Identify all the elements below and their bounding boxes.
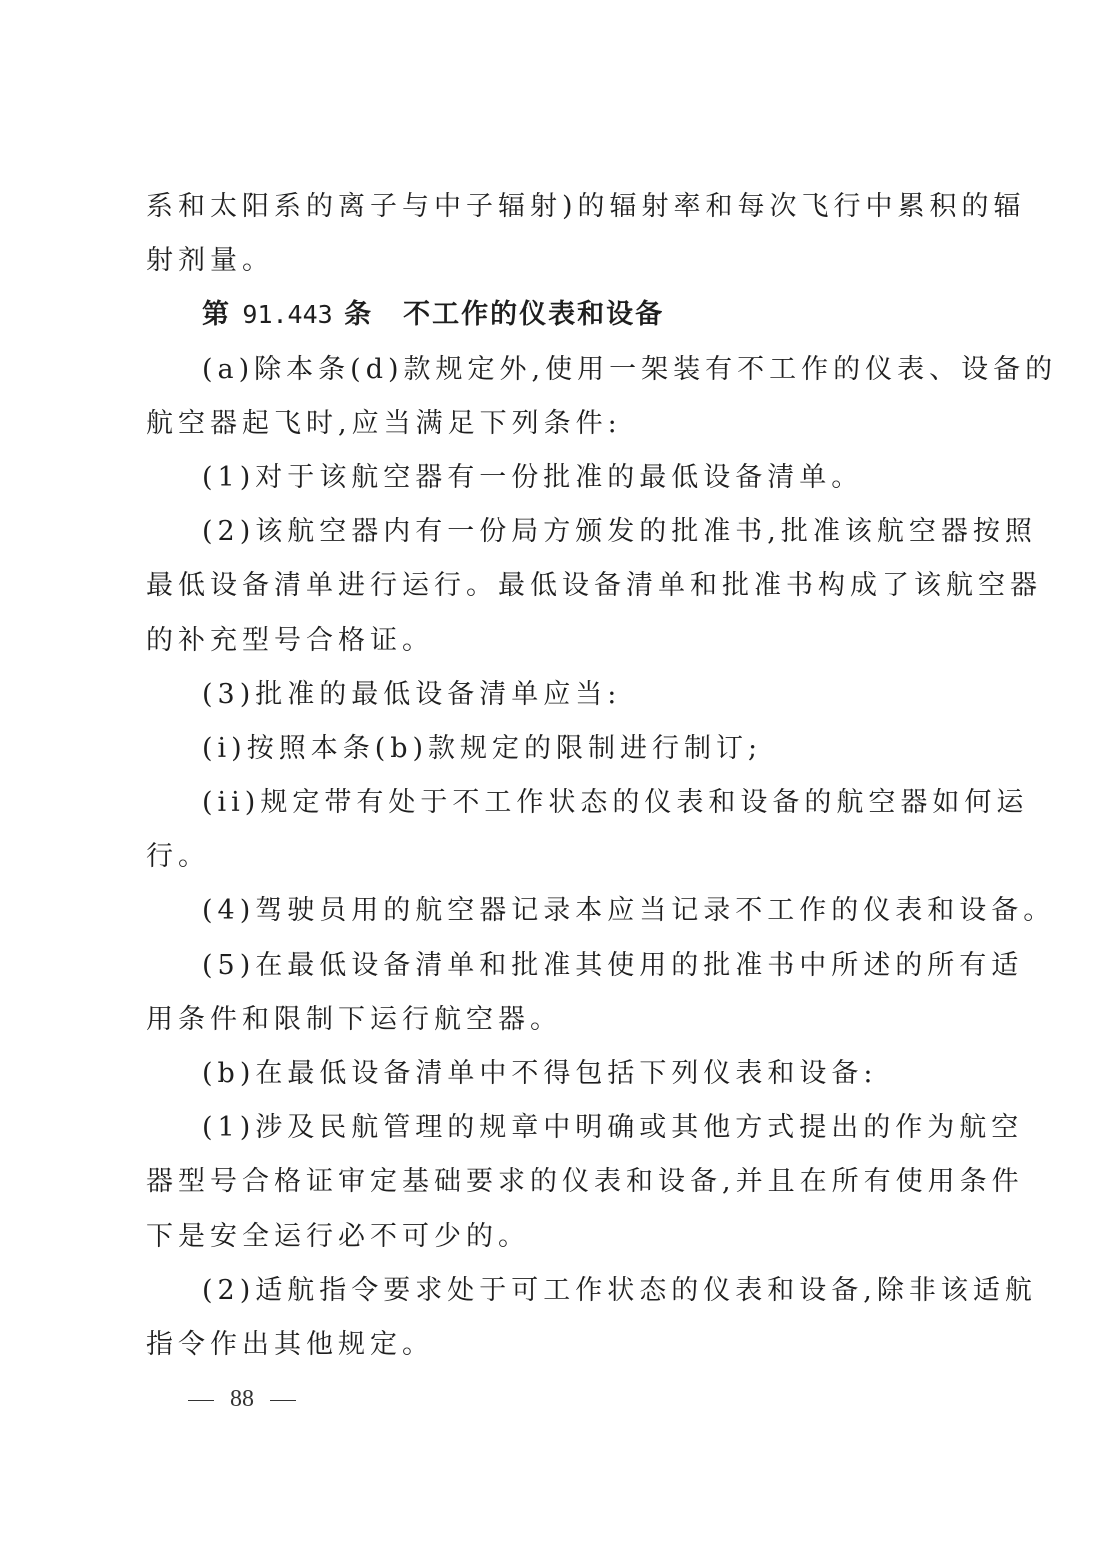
text-line: (1)对于该航空器有一份批准的最低设备清单。: [202, 461, 864, 493]
text-line: (4)驾驶员用的航空器记录本应当记录不工作的仪表和设备。: [202, 895, 1056, 927]
heading-prefix: 第: [202, 299, 231, 331]
text-line: 射剂量。: [146, 245, 274, 277]
text-line: (5)在最低设备清单和批准其使用的批准书中所述的所有适: [202, 949, 1024, 981]
text-line: 的补充型号合格证。: [146, 624, 434, 656]
text-line: (2)适航指令要求处于可工作状态的仪表和设备,除非该适航: [202, 1274, 1037, 1306]
text-line: (ii)规定带有处于不工作状态的仪表和设备的航空器如何运: [202, 787, 1029, 819]
page-number-right-dash: [270, 1400, 296, 1402]
text-line: 下是安全运行必不可少的。: [146, 1220, 530, 1252]
text-line: (b)在最低设备清单中不得包括下列仪表和设备:: [202, 1058, 878, 1089]
heading-suffix: 条: [344, 299, 374, 331]
document-body: [146, 180, 1058, 1372]
text-line: 最低设备清单进行运行。最低设备清单和批准书构成了该航空器: [146, 570, 1042, 602]
text-line: (3)批准的最低设备清单应当:: [202, 678, 622, 710]
text-line: 用条件和限制下运行航空器。: [146, 1003, 562, 1035]
text-line: 行。: [146, 841, 210, 873]
text-line: 指令作出其他规定。: [146, 1328, 434, 1360]
heading-number: 91.443: [242, 300, 333, 330]
section-heading: [146, 288, 956, 342]
page-number-left-dash: [188, 1400, 214, 1402]
page-number-value: 88: [230, 1386, 254, 1412]
text-line: 航空器起飞时,应当满足下列条件:: [146, 407, 622, 439]
text-line: (a)除本条(d)款规定外,使用一架装有不工作的仪表、设备的: [202, 353, 1058, 385]
text-line: 系和太阳系的离子与中子辐射)的辐射率和每次飞行中累积的辐: [146, 191, 1026, 222]
page-number: [172, 1386, 312, 1413]
text-line: (2)该航空器内有一份局方颁发的批准书,批准该航空器按照: [202, 516, 1037, 548]
text-line: (i)按照本条(b)款规定的限制进行制订;: [202, 732, 763, 764]
text-line: 器型号合格证审定基础要求的仪表和设备,并且在所有使用条件: [146, 1166, 1024, 1198]
heading-title: 不工作的仪表和设备: [403, 299, 665, 331]
text-line: (1)涉及民航管理的规章中明确或其他方式提出的作为航空: [202, 1112, 1024, 1144]
